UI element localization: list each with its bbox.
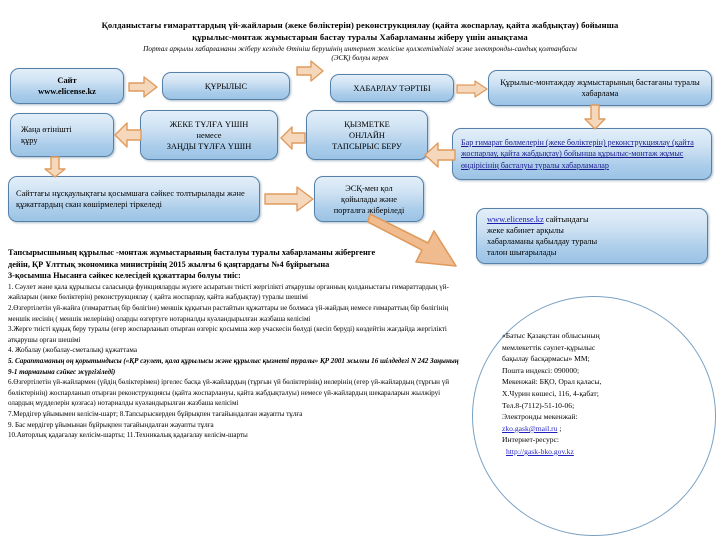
contact-email-suffix: ; (557, 423, 562, 433)
website-link[interactable]: http://gask-bko.gov.kz (506, 446, 574, 456)
box-esq-sign-label-1: ЭСҚ-мен қол (345, 183, 393, 193)
arrow-right-icon (456, 80, 488, 98)
box-smr-notification-label: Құрылыс-монтаждау жұмыстарының бастағаны туралы хабарлама (500, 78, 700, 98)
requirement-item: 3.Жерге тиісті құқық беру туралы (егер жоспарланып отырған өзгеріс қосымша жер учаскесін бөлуді (кесіп беруді) көздейтін жағдайда жергілікті атқарушы орган шешімі (8, 325, 447, 344)
box-site-label-1: Сайт (57, 76, 77, 85)
page-title (14, 20, 706, 63)
box-talon-label-2: жеке кабинет арқылы (487, 226, 564, 235)
box-person-type-label-3: ЗАҢДЫ ТҰЛҒА ҮШІН (166, 141, 252, 151)
box-talon-label-3: хабарламаны қабылдау туралы (487, 237, 598, 246)
requirements-head-3: 3-қосымша Нысанға сәйкес келесідей құжаттары болуы тиіс: (8, 271, 241, 281)
box-new-request[interactable] (10, 113, 114, 157)
box-notification-order-label: ХАБАРЛАУ ТӘРТІБІ (353, 83, 431, 93)
contact-info (502, 330, 712, 458)
box-person-type-label-1: ЖЕКЕ ТҰЛҒА ҮШІН (169, 119, 249, 129)
contact-address-line-1: Мекенжай: БҚО, Орал қаласы, (502, 377, 602, 387)
arrow-left-icon (280, 126, 306, 150)
box-site[interactable] (10, 68, 124, 104)
arrow-left-icon (114, 122, 142, 148)
box-talon-label-4: талон шығарылады (487, 248, 557, 257)
box-service-online[interactable] (306, 110, 428, 160)
contact-email-label: Электронды мекенжай: (502, 412, 578, 422)
box-service-online-label-1: ҚЫЗМЕТКЕ (344, 119, 390, 129)
contact-postal-code: Пошта индексі: 090000; (502, 365, 580, 375)
box-new-request-label-2: құру (21, 136, 38, 145)
title-line-1: Қолданыстағы ғимараттардың үй-жайларын (жеке бөліктерін) реконструкциялау (қайта жоспарлау, қайта жабдықтау) бойынша (101, 20, 619, 30)
arrow-right-icon (264, 186, 314, 212)
contact-line-1: «Батыс Қазақстан облысының (502, 331, 600, 340)
requirement-item: 2.Өзгертілетін үй-жайға (ғимараттың бір бөлігіне) меншік құқығын растайтын құжаттары не болмаса үй-жайдың немесе ғимараттың бір бөлігінің меншік иесінің ( меншік иелерінің) оларды өзгертуге нотариалды куәландырылған жазбаша келісімі (8, 303, 449, 323)
box-person-type[interactable] (140, 110, 278, 160)
requirement-item: 4. Жобалау (жобалау-сметалық) құжаттама (8, 346, 137, 355)
requirements-head-1: Тапсырысшының құрылыс -монтаж жұмыстарының басталуы туралы хабарламаны жібергенге (8, 248, 376, 257)
box-talon-line-1 (487, 214, 697, 225)
title-note-1: Портал арқылы хабарламаны жіберу кезінде Өтініш берушінің интернет желісіне қолжетімділігі және электронды-сандық қолтаңбасы (143, 45, 577, 53)
email-link[interactable]: zko.gask@mail.ru (502, 423, 558, 433)
requirement-item: 6.Өзгертілетін үй-жайлармен (үйдің бөліктерімен) іргелес басқа үй-жайлардың (тұрғын үй бөліктерінің) иелерінің (егер үй-жайлардың (тұрғын үй бөліктерінің) жоспарланып отырған реконструкциясы (қайта жоспарлануы, қайта жабдықталуы) немесе үй-жайлардың шекараларын жылжіруі олардың мүдделерін қозғаса) нотариалды куәландырылған жазбаша келісімі (8, 378, 450, 408)
box-esq-sign-label-2: қойылады және (341, 194, 397, 204)
box-service-online-label-2: ОНЛАЙН (349, 130, 385, 140)
title-line-2: құрылыс-монтаж жұмыстарын бастау туралы Хабарламаны жіберу үшін анықтама (192, 31, 528, 42)
box-construction[interactable] (162, 72, 290, 100)
arrow-down-icon (584, 104, 606, 130)
requirement-item: 10.Авторлық қадағалау келісім-шарты; 11.Техникалық қадағалау келісім-шарты (8, 431, 248, 440)
requirement-item: 1. Сәулет және қала құрылысы саласында функцияларды жүзеге асыратын тиісті жергілікті атқарушы органның қолданыстағы ғимараттардың үй-жайларын (жеке бөліктерін) реконструкциялау ( қайта жоспарлау, қайта жабдықтау) туралы шешімі (8, 282, 449, 302)
contact-url-row (502, 446, 712, 458)
box-all-parts[interactable] (452, 128, 712, 180)
contact-line-3: бақылау басқармасы» ММ; (502, 354, 590, 364)
arrow-down-icon (44, 156, 66, 178)
title-note-2: (ЭСҚ) болуы керек (331, 54, 389, 62)
box-fill-form[interactable] (8, 176, 260, 222)
box-talon-label-1b: сайтындағы (543, 215, 589, 224)
box-all-parts-label: Бар ғимарат бөлмелерін (жеке бөліктерін) реконструкциялау (қайта жоспарлау, қайта жабдықтау) бойынша құрылыс-монтаж жұмыс өндірісінің басталуы туралы хабарламалар (461, 138, 694, 170)
contact-phone: Тел.8-(7112)-51-10-06; (502, 400, 575, 410)
box-service-online-label-3: ТАПСЫРЫС БЕРУ (332, 141, 402, 151)
box-new-request-label-1: Жаңа өтінішті (21, 125, 72, 134)
contact-address-line-2: Х.Чурин көшесі, 116, 4-қабат; (502, 388, 599, 398)
elicense-link[interactable]: www.elicense.kz (487, 215, 544, 224)
requirements-section (8, 247, 460, 441)
contact-line-2: мемлекеттік сәулет-құрылыс (502, 342, 596, 352)
box-notification-order[interactable] (330, 74, 454, 102)
requirement-item: 7.Мердігер ұйымымен келісім-шарт; 8.Тапсырыскерден бұйрықпен тағайындалған жауапты тұлға (8, 409, 303, 418)
arrow-right-icon (128, 76, 158, 98)
box-construction-label: ҚҰРЫЛЫС (204, 81, 248, 91)
box-fill-form-label: Сайттағы нұсқаулықтағы қосымшаға сәйкес толтырылады және құжаттардың скан көшірмелері тіркеледі (16, 189, 245, 209)
arrow-left-icon (424, 142, 456, 168)
box-esq-sign-label-3: порталға жіберіледі (333, 205, 405, 215)
contact-email-row (502, 423, 712, 435)
box-talon[interactable] (476, 208, 708, 264)
box-person-type-label-2: немесе (196, 130, 222, 140)
requirements-head-2: дейін, ҚР Ұлттық экономика министрінің 2015 жылғы 6 қаңтардағы №4 бұйрығына (8, 259, 330, 269)
box-smr-notification[interactable] (488, 70, 712, 106)
contact-web-label: Интернет-ресурс: (502, 435, 560, 445)
requirement-item: 9. Бас мердігер ұйымынан бұйрықпен тағайындалған жауапты тұлға (8, 420, 214, 429)
arrow-right-icon (296, 60, 324, 82)
box-site-label-2: www.elicense.kz (38, 87, 96, 96)
requirement-item: 5. Сараптаманың оң қорытындысы («ҚР сәулет, қала құрылысы және құрылыс қызметі туралы» ҚР 2001 жылғы 16 шілдедегі N 242 Заңының 9-1 тармағына сәйкес жүргізіледі) (8, 356, 459, 376)
